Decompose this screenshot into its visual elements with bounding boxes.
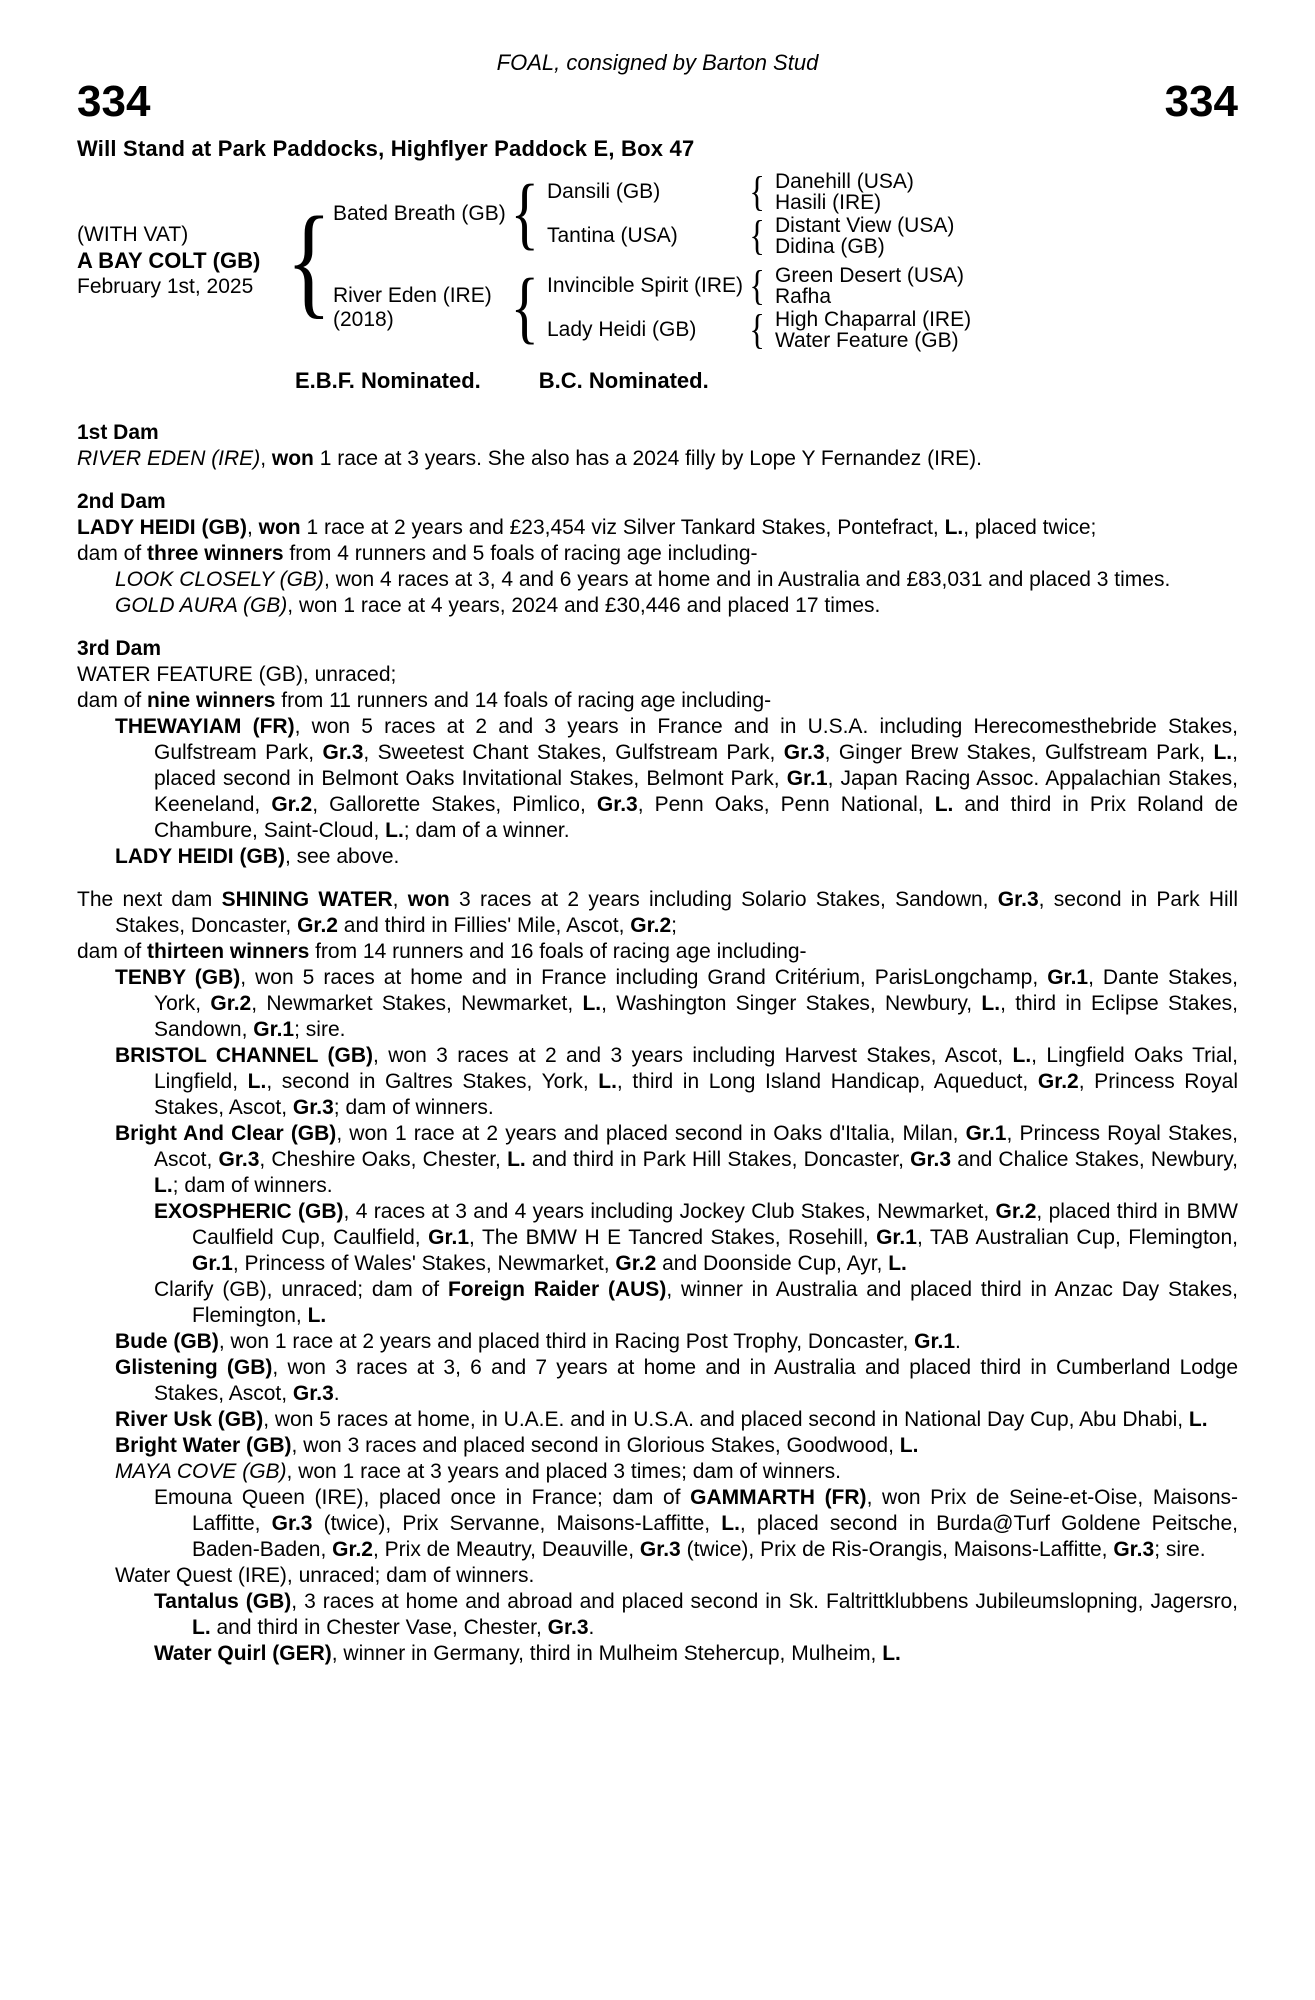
section-second-dam [77, 489, 1238, 619]
foal-date: February 1st, 2025 [77, 275, 254, 298]
second-dam-produce-intro: dam of three winners from 4 runners and 5 foals of racing age including- [77, 542, 758, 565]
consignor-title: FOAL, consigned by Barton Stud [496, 50, 819, 75]
emouna-queen-paragraph: Emouna Queen (IRE), placed once in France; dam of GAMMARTH (FR), won Prix de Seine-et-Oise, Maisons-Laffitte, Gr.3 (twice), Prix Servanne, Maisons-Laffitte, L., placed second in Burda@Turf Goldene Peitsche, Baden-Baden, Gr.2, Prix de Meautry, Deauville, Gr.3 (twice), Prix de Ris-Orangis, Maisons-Laffitte, Gr.3; sire. [154, 1486, 1239, 1561]
exospheric-paragraph: EXOSPHERIC (GB), 4 races at 3 and 4 years including Jockey Club Stakes, Newmarket, Gr.2, placed third in BMW Caulfield Cup, Caulfield, Gr.1, The BMW H E Tancred Stakes, Rosehill, Gr.1, TAB Australian Cup, Flemington, Gr.1, Princess of Wales' Stakes, Newmarket, Gr.2 and Doonside Cup, Ayr, L. [154, 1200, 1239, 1275]
sire-sire-dam-name: Hasili (IRE) [775, 191, 882, 214]
third-dam-produce-intro: dam of nine winners from 11 runners and 14 foals of racing age including- [77, 689, 772, 712]
dam-sire-branch [547, 264, 971, 308]
sire-dam-branch [547, 214, 954, 258]
tantalus-paragraph: Tantalus (GB), 3 races at home and abroad and placed second in Sk. Faltrittklubbens Jubileumslopning, Jagersro, L. and third in Chester Vase, Chester, Gr.3. [154, 1590, 1238, 1639]
lot-number-row [77, 77, 1238, 126]
dam-sire-dam-name: Rafha [775, 285, 832, 308]
river-usk-paragraph: River Usk (GB), won 5 races at home, in U.A.E. and in U.S.A. and placed second in National Day Cup, Abu Dhabi, L. [115, 1408, 1208, 1431]
pedigree-generations [333, 170, 971, 352]
dam-sire-name: Invincible Spirit (IRE) [547, 274, 744, 297]
second-dam-heading: 2nd Dam [77, 490, 166, 513]
sire-branch [333, 170, 971, 258]
stand-location: Will Stand at Park Paddocks, Highflyer Paddock E, Box 47 [77, 136, 695, 161]
water-quest-paragraph: Water Quest (IRE), unraced; dam of winners. [115, 1564, 535, 1587]
lady-heidi-paragraph: LADY HEIDI (GB), won 1 race at 2 years and £23,454 viz Silver Tankard Stakes, Pontefract, L., placed twice; [77, 516, 1097, 539]
pedigree-table [77, 170, 1238, 352]
sire-dam-brace-icon: { [749, 212, 765, 260]
lot-number-right: 334 [1164, 77, 1238, 126]
sire-sire-name: Dansili (GB) [547, 180, 661, 203]
section-first-dam [77, 420, 1238, 472]
next-dam-produce-intro: dam of thirteen winners from 14 runners and 16 foals of racing age including- [77, 940, 807, 963]
bude-paragraph: Bude (GB), won 1 race at 2 years and placed third in Racing Post Trophy, Doncaster, Gr.1. [115, 1330, 961, 1353]
shining-water-paragraph: The next dam SHINING WATER, won 3 races at 2 years including Solario Stakes, Sandown, Gr.3, second in Park Hill Stakes, Doncaster, Gr.2 and third in Fillies' Mile, Ascot, Gr.2; [77, 888, 1239, 937]
maya-cove-paragraph: MAYA COVE (GB), won 1 race at 3 years and placed 3 times; dam of winners. [115, 1460, 841, 1483]
section-next-dam [77, 887, 1238, 1667]
dam-name [333, 284, 509, 332]
foal-info [77, 222, 289, 300]
dam-name-line: River Eden (IRE) [333, 284, 492, 307]
water-feature-paragraph: WATER FEATURE (GB), unraced; [77, 663, 397, 686]
third-dam-heading: 3rd Dam [77, 637, 162, 660]
bright-and-clear-paragraph: Bright And Clear (GB), won 1 race at 2 years and placed second in Oaks d'Italia, Milan, Gr.1, Princess Royal Stakes, Ascot, Gr.3, Cheshire Oaks, Chester, L. and third in Park Hill Stakes, Doncaster, Gr.3 and Chalice Stakes, Newbury, L.; dam of winners. [115, 1122, 1239, 1197]
sire-dam-dam-name: Didina (GB) [775, 235, 885, 258]
sire-sire-brace-icon: { [749, 168, 765, 216]
lot-number-left: 334 [77, 77, 151, 126]
dam-sire-brace-icon: { [749, 262, 765, 310]
thewayiam-paragraph: THEWAYIAM (FR), won 5 races at 2 and 3 years in France and in U.S.A. including Herecomesthebride Stakes, Gulfstream Park, Gr.3, Sweetest Chant Stakes, Gulfstream Park, Gr.3, Ginger Brew Stakes, Gulfstream Park, L., placed second in Belmont Oaks Invitational Stakes, Belmont Park, Gr.1, Japan Racing Assoc. Appalachian Stakes, Keeneland, Gr.2, Gallorette Stakes, Pimlico, Gr.3, Penn Oaks, Penn National, L. and third in Prix Roland de Chambure, Saint-Cloud, L.; dam of a winner. [115, 715, 1239, 842]
sire-brace-icon: { [510, 169, 540, 258]
dam-sire-sire-name: Green Desert (USA) [775, 264, 965, 287]
river-eden-paragraph: RIVER EDEN (IRE), won 1 race at 3 years. She also has a 2024 filly by Lope Y Fernandez (IRE). [77, 447, 982, 470]
bc-nominated: B.C. Nominated. [538, 368, 709, 393]
dam-dam-sire-name: High Chaparral (IRE) [775, 308, 972, 331]
dam-dam-dam-name: Water Feature (GB) [775, 329, 959, 352]
vat-note: (WITH VAT) [77, 223, 189, 246]
sire-name: Bated Breath (GB) [333, 202, 506, 225]
water-quirl-paragraph: Water Quirl (GER), winner in Germany, third in Mulheim Stehercup, Mulheim, L. [154, 1642, 901, 1665]
bright-water-paragraph: Bright Water (GB), won 3 races and placed second in Glorious Stakes, Goodwood, L. [115, 1434, 919, 1457]
tenby-paragraph: TENBY (GB), won 5 races at home and in France including Grand Critérium, ParisLongchamp, Gr.1, Dante Stakes, York, Gr.2, Newmarket Stakes, Newmarket, L., Washington Singer Stakes, Newbury, L., third in Eclipse Stakes, Sandown, Gr.1; sire. [115, 966, 1239, 1041]
lady-heidi-ref-paragraph: LADY HEIDI (GB), see above. [115, 845, 400, 868]
pedigree-main-brace-icon: { [286, 191, 332, 331]
sire-sire-branch [547, 170, 954, 214]
bristol-channel-paragraph: BRISTOL CHANNEL (GB), won 3 races at 2 and 3 years including Harvest Stakes, Ascot, L., Lingfield Oaks Trial, Lingfield, L., second in Galtres Stakes, York, L., third in Long Island Handicap, Aqueduct, Gr.2, Princess Royal Stakes, Ascot, Gr.3; dam of winners. [115, 1044, 1238, 1119]
sire-dam-sire-name: Distant View (USA) [775, 214, 955, 237]
foal-description: A BAY COLT (GB) [77, 248, 261, 273]
ebf-nominated: E.B.F. Nominated. [295, 368, 481, 393]
section-third-dam [77, 636, 1238, 870]
dam-brace-icon: { [510, 263, 540, 352]
sire-sire-sire-name: Danehill (USA) [775, 170, 914, 193]
nominations-row [295, 368, 1238, 394]
clarify-paragraph: Clarify (GB), unraced; dam of Foreign Raider (AUS), winner in Australia and placed third in Anzac Day Stakes, Flemington, L. [154, 1278, 1238, 1327]
sire-dam-name: Tantina (USA) [547, 224, 678, 247]
dam-dam-brace-icon: { [749, 306, 765, 354]
dam-dam-branch [547, 308, 971, 352]
dam-dam-name: Lady Heidi (GB) [547, 318, 697, 341]
dam-branch [333, 264, 971, 352]
glistening-paragraph: Glistening (GB), won 3 races at 3, 6 and 7 years at home and in Australia and placed third in Cumberland Lodge Stakes, Ascot, Gr.3. [115, 1356, 1238, 1405]
pedigree-text [77, 420, 1238, 1667]
first-dam-heading: 1st Dam [77, 421, 159, 444]
look-closely-paragraph: LOOK CLOSELY (GB), won 4 races at 3, 4 and 6 years at home and in Australia and £83,031 and placed 3 times. [115, 568, 1171, 591]
gold-aura-paragraph: GOLD AURA (GB), won 1 race at 4 years, 2024 and £30,446 and placed 17 times. [115, 594, 881, 617]
dam-year: (2018) [333, 308, 394, 331]
